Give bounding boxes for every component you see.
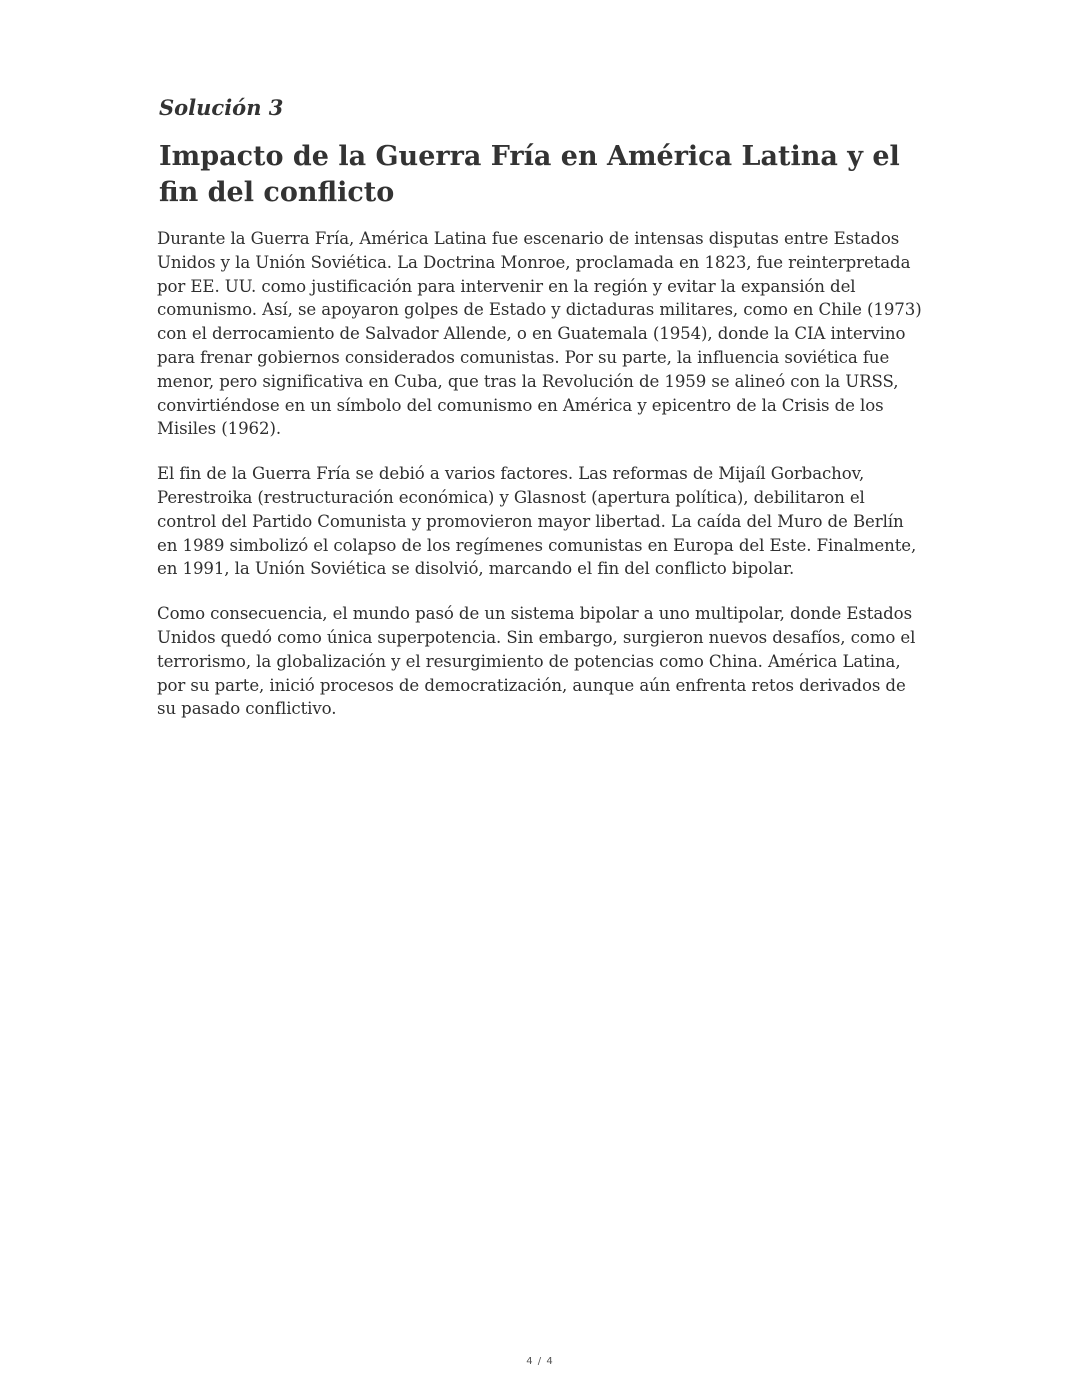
page-number: 4 / 4 <box>526 1356 554 1367</box>
paragraph-cold-war-latin-america: Durante la Guerra Fría, América Latina fue escenario de intensas disputas entre Estados Unidos y la Unión Soviética. La Doctrina Monroe, proclamada en 1823, fue reinterpretada por EE. UU. como justificación para intervenir en la región y evitar la expansión del comunismo. Así, se apoyaron golpes de Estado y dictaduras militares, como en Chile (1973) con el derrocamiento de Salvador Allende, o en Guatemala (1954), donde la CIA intervino para frenar gobiernos considerados comunistas. Por su parte, la influencia soviética fue menor, pero significativa en Cuba, que tras la Revolución de 1959 se alineó con la URSS, convirtiéndose en un símbolo del comunismo en América y epicentro de la Crisis de los Misiles (1962). <box>157 229 922 439</box>
paragraph-consequences: Como consecuencia, el mundo pasó de un sistema bipolar a uno multipolar, donde Estados Unidos quedó como única superpotencia. Sin embargo, surgieron nuevos desafíos, como el terrorismo, la globalización y el resurgimiento de potencias como China. América Latina, por su parte, inició procesos de democratización, aunque aún enfrenta retos derivados de su pasado conflictivo. <box>157 604 916 719</box>
solution-label: Solución 3 <box>159 95 284 120</box>
page-title: Impacto de la Guerra Fría en América Latina y el fin del conflicto <box>159 141 900 208</box>
paragraph-end-of-cold-war: El fin de la Guerra Fría se debió a varios factores. Las reformas de Mijaíl Gorbachov, Perestroika (restructuración económica) y Glasnost (apertura política), debilitaron el control del Partido Comunista y promovieron mayor libertad. La caída del Muro de Berlín en 1989 simbolizó el colapso de los regímenes comunistas en Europa del Este. Finalmente, en 1991, la Unión Soviética se disolvió, marcando el fin del conflicto bipolar. <box>157 464 917 579</box>
document-body <box>157 227 929 742</box>
